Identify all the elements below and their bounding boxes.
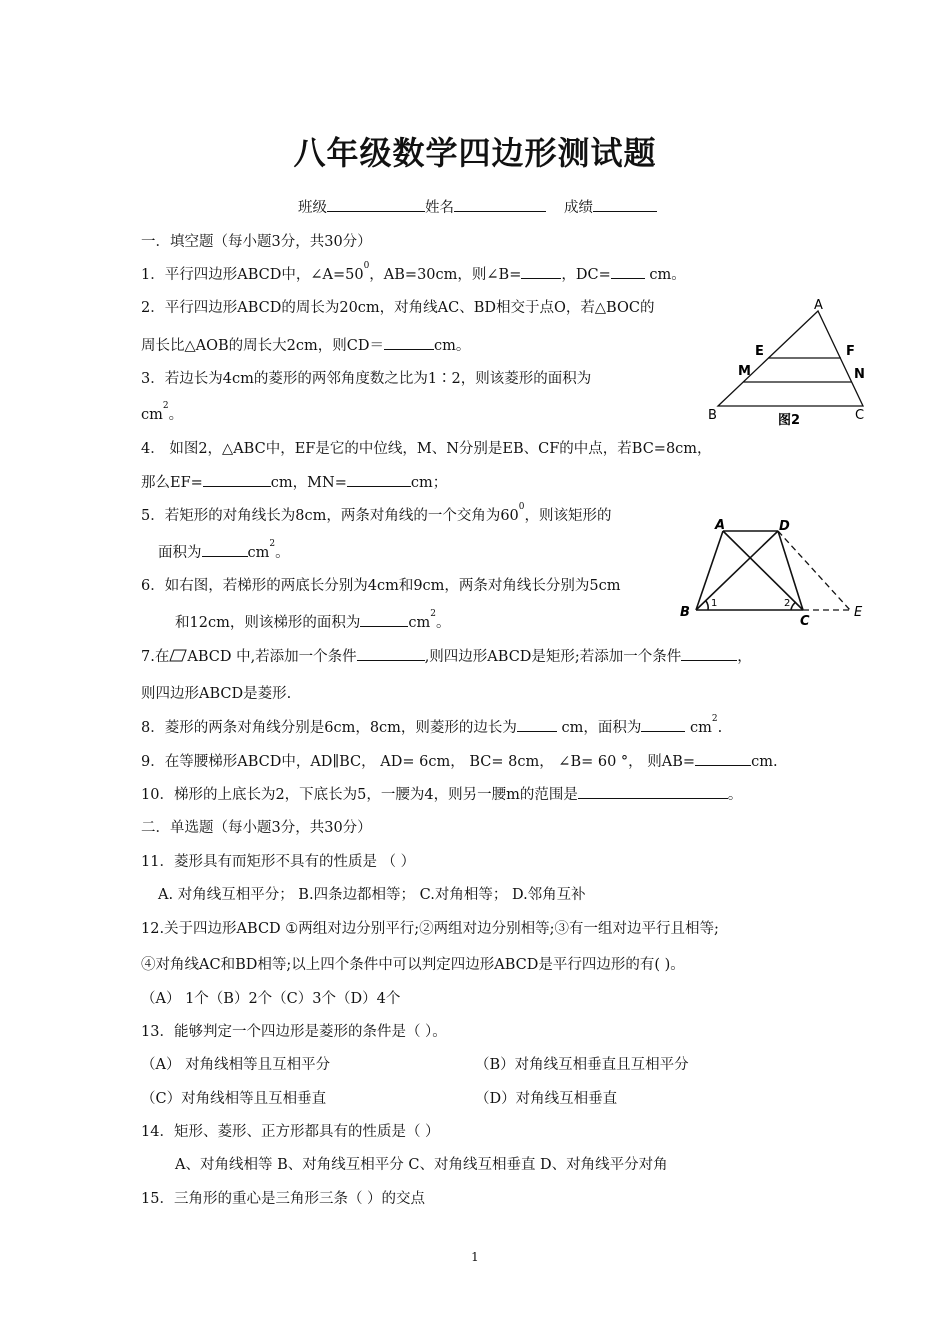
page-number: 1 <box>471 1250 479 1264</box>
question-10 <box>141 783 742 804</box>
question-12-line-1: 12.关于四边形ABCD ①两组对边分别平行;②两组对边分别相等;③有一组对边平行且相等; <box>141 921 719 937</box>
q5-square: 2 <box>269 539 276 549</box>
q4-blank-ef[interactable] <box>203 472 271 487</box>
q5-blank[interactable] <box>202 542 248 557</box>
q13-option-a: （A） 对角线相等且互相平分 <box>141 1057 331 1073</box>
q8-text-a: 8．菱形的两条对角线分别是6cm，8cm，则菱形的边长为 <box>141 720 517 736</box>
question-12-options: （A） 1个（B）2个（C）3个（D）4个 <box>141 991 401 1007</box>
q8-blank-area[interactable] <box>641 717 685 732</box>
question-15-stem: 15．三角形的重心是三角形三条（ ）的交点 <box>141 1191 426 1207</box>
question-11-options: A. 对角线互相平分； B.四条边都相等； C.对角相等； D.邻角互补 <box>158 887 586 903</box>
question-8 <box>141 716 722 737</box>
section-1-heading: 一．填空题（每小题3分，共30分） <box>141 234 372 250</box>
q13-option-d: （D）对角线互相垂直 <box>475 1091 618 1107</box>
q1-degree: 0 <box>363 261 370 271</box>
fig2-caption: 图2 <box>778 413 801 428</box>
trap-label-d: D <box>779 519 790 534</box>
q5-text-b: ，则该矩形的 <box>524 508 612 524</box>
question-5-line-1 <box>141 504 612 525</box>
fig2-label-f: F <box>846 344 855 359</box>
q6-blank[interactable] <box>360 612 408 627</box>
question-6-line-1: 6．如右图，若梯形的两底长分别为4cm和9cm，两条对角线长分别为5cm <box>141 578 621 594</box>
trapezoid-figure <box>678 516 868 628</box>
fig2-label-c: C <box>855 408 865 423</box>
page-title: 八年级数学四边形测试题 <box>293 134 657 172</box>
q4-text-a: 那么EF= <box>141 475 203 491</box>
q4-blank-mn[interactable] <box>347 472 411 487</box>
q9-blank[interactable] <box>695 751 751 766</box>
q1-text-d: cm。 <box>644 267 686 283</box>
q5-text-a: 5．若矩形的对角线长为8cm，两条对角线的一个交角为60 <box>141 508 519 524</box>
trap-angle-2: 2 <box>784 598 791 609</box>
q5-text-d: cm <box>247 545 270 561</box>
q2-text-a: 周长比△AOB的周长大2cm，则CD＝ <box>141 338 384 354</box>
fig2-label-m: M <box>738 364 751 379</box>
q8-text-b: cm，面积为 <box>556 720 642 736</box>
question-14-stem: 14．矩形、菱形、正方形都具有的性质是（ ） <box>141 1124 440 1140</box>
q13-option-b: （B）对角线互相垂直且互相平分 <box>475 1057 689 1073</box>
q7-blank-rhombus[interactable] <box>681 646 737 661</box>
q6-text-c: 。 <box>435 615 451 631</box>
q9-text-a: 9．在等腰梯形ABCD中，AD∥BC， AD= 6cm， BC= 8cm， ∠B= 60 °， 则AB= <box>141 754 696 770</box>
question-4-line-1: 4． 如图2，△ABC中，EF是它的中位线，M、N分别是EB、CF的中点，若BC=8cm， <box>141 441 712 457</box>
q2-blank[interactable] <box>384 335 434 350</box>
name-blank[interactable] <box>454 197 546 212</box>
question-3-line-1: 3．若边长为4cm的菱形的两邻角度数之比为1∶2，则该菱形的面积为 <box>141 371 592 387</box>
parallelogram-symbol-icon <box>169 649 187 662</box>
score-label: 成绩 <box>564 200 593 216</box>
q7-text-a: 7.在 <box>141 649 170 665</box>
q4-text-c: cm； <box>410 475 448 491</box>
q1-blank-dc[interactable] <box>611 264 645 279</box>
question-2-line-2 <box>141 334 470 355</box>
question-12-line-2: ④对角线AC和BD相等;以上四个条件中可以判定四边形ABCD是平行四边形的有( )。 <box>141 957 685 973</box>
question-13-stem: 13．能够判定一个四边形是菱形的条件是（ ）。 <box>141 1024 447 1040</box>
question-5-line-2 <box>158 541 290 562</box>
trap-angle-1: 1 <box>711 598 718 609</box>
q1-text-b: ，AB=30cm，则∠B= <box>369 267 522 283</box>
question-9 <box>141 750 778 771</box>
q5-degree: 0 <box>518 502 525 512</box>
score-blank[interactable] <box>593 197 657 212</box>
q10-text-b: 。 <box>727 787 743 803</box>
q10-text-a: 10．梯形的上底长为2，下底长为5，一腰为4，则另一腰m的范围是 <box>141 787 578 803</box>
question-14-options: A、对角线相等 B、对角线互相平分 C、对角线互相垂直 D、对角线平分对角 <box>175 1157 668 1173</box>
q7-blank-rectangle[interactable] <box>357 646 425 661</box>
q8-square: 2 <box>711 714 718 724</box>
question-6-line-2 <box>175 611 450 632</box>
q7-text-c: ,则四边形ABCD是矩形;若添加一个条件 <box>424 649 682 665</box>
question-1 <box>141 263 686 284</box>
trap-label-c: C <box>800 614 810 628</box>
question-13-row-1 <box>141 1053 330 1074</box>
q6-text-a: 和12cm，则该梯形的面积为 <box>175 615 361 631</box>
figure-2-triangle <box>708 296 878 431</box>
q1-blank-b[interactable] <box>521 264 561 279</box>
q7-text-b: ABCD 中,若添加一个条件 <box>187 649 357 665</box>
question-11-stem: 11．菱形具有而矩形不具有的性质是 （ ） <box>141 854 416 870</box>
q8-text-c: cm <box>685 720 712 736</box>
q13-option-c: （C）对角线相等且互相垂直 <box>141 1091 327 1107</box>
q1-text-c: ，DC= <box>561 267 611 283</box>
section-2-heading: 二．单选题（每小题3分，共30分） <box>141 820 372 836</box>
q5-text-e: 。 <box>275 545 290 561</box>
fig2-label-e: E <box>755 344 764 359</box>
question-3-line-2 <box>141 403 183 424</box>
q6-square: 2 <box>430 609 436 619</box>
q4-text-b: cm，MN= <box>270 475 347 491</box>
q3-square: 2 <box>162 401 169 411</box>
q8-blank-side[interactable] <box>517 717 557 732</box>
trap-label-e: E <box>854 605 863 620</box>
fig2-label-a: A <box>814 298 823 313</box>
fig2-label-n: N <box>854 367 865 382</box>
question-7-line-2: 则四边形ABCD是菱形. <box>141 686 292 702</box>
q9-text-b: cm. <box>751 754 778 770</box>
q2-text-b: cm。 <box>433 338 471 354</box>
q1-text-a: 1．平行四边形ABCD中，∠A=50 <box>141 267 364 283</box>
trap-label-a: A <box>715 518 726 533</box>
question-7-line-1 <box>141 645 752 666</box>
question-4-line-2 <box>141 471 447 492</box>
q8-text-d: . <box>717 720 723 736</box>
q10-blank[interactable] <box>578 784 728 799</box>
name-label: 姓名 <box>425 200 454 216</box>
question-2-line-1: 2．平行四边形ABCD的周长为20cm，对角线AC、BD相交于点O，若△BOC的 <box>141 300 655 316</box>
q3-text-a: cm <box>141 407 163 423</box>
q5-text-c: 面积为 <box>158 545 202 561</box>
class-blank[interactable] <box>327 197 425 212</box>
trap-label-b: B <box>680 605 690 620</box>
class-label: 班级 <box>298 200 327 216</box>
student-info-line <box>298 196 657 217</box>
q7-text-d: ， <box>737 649 752 665</box>
fig2-label-b: B <box>708 408 717 423</box>
q6-text-b: cm <box>408 615 431 631</box>
q3-text-b: 。 <box>168 407 184 423</box>
